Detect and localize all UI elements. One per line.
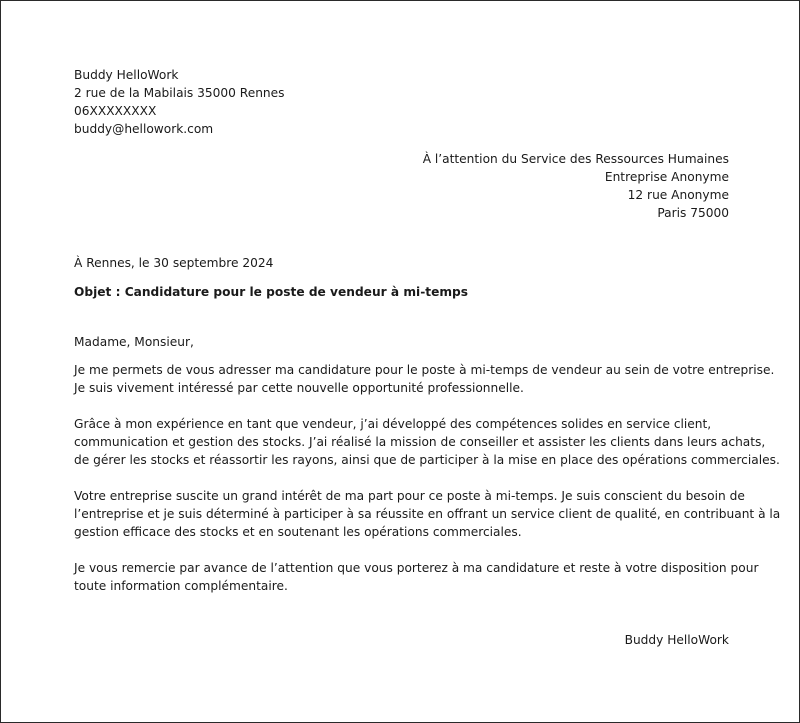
sender-email: buddy@hellowork.com (74, 122, 214, 136)
paragraph-line: Je suis vivement intéressé par cette nouvelle opportunité professionnelle. (74, 381, 524, 395)
paragraph-line: Grâce à mon expérience en tant que vendeur, j’ai développé des compétences solides en service client, (74, 417, 712, 431)
paragraph-line: l’entreprise et je suis déterminé à participer à sa réussite en offrant un service client de qualité, en contribuant à la (74, 507, 781, 521)
recipient-company: Entreprise Anonyme (604, 170, 729, 184)
sender-name: Buddy HelloWork (74, 68, 179, 82)
sender-phone: 06XXXXXXXX (74, 104, 157, 118)
letter-salutation: Madame, Monsieur, (74, 335, 194, 349)
recipient-block (74, 150, 729, 222)
sender-block (74, 66, 729, 138)
recipient-street: 12 rue Anonyme (627, 188, 729, 202)
paragraph-line: gestion efficace des stocks et en soutenant les opérations commerciales. (74, 525, 522, 539)
paragraph-line: communication et gestion des stocks. J’ai réalisé la mission de conseiller et assister les clients dans leurs achats, (74, 435, 766, 449)
paragraph-line: Votre entreprise suscite un grand intérêt de ma part pour ce poste à mi-temps. Je suis conscient du besoin de (74, 489, 745, 503)
letter-signature: Buddy HelloWork (624, 633, 729, 647)
recipient-attention: À l’attention du Service des Ressources Humaines (422, 152, 729, 166)
paragraph-line: de gérer les stocks et réassortir les rayons, ainsi que de participer à la mise en place des opérations commerciales. (74, 453, 780, 467)
paragraph-closing (74, 559, 759, 595)
paragraph-line: Je me permets de vous adresser ma candidature pour le poste à mi-temps de vendeur au sein de votre entreprise. (74, 363, 775, 377)
paragraph-motivation (74, 487, 781, 541)
sender-address: 2 rue de la Mabilais 35000 Rennes (74, 86, 285, 100)
letter-date: À Rennes, le 30 septembre 2024 (74, 256, 274, 270)
recipient-city: Paris 75000 (657, 206, 729, 220)
paragraph-line: Je vous remercie par avance de l’attention que vous porterez à ma candidature et reste à votre disposition pour (74, 561, 759, 575)
paragraph-line: toute information complémentaire. (74, 579, 288, 593)
paragraph-experience (74, 415, 780, 469)
letter-subject: Objet : Candidature pour le poste de vendeur à mi-temps (74, 285, 469, 299)
letter-content (74, 66, 781, 649)
paragraph-introduction (74, 361, 775, 397)
